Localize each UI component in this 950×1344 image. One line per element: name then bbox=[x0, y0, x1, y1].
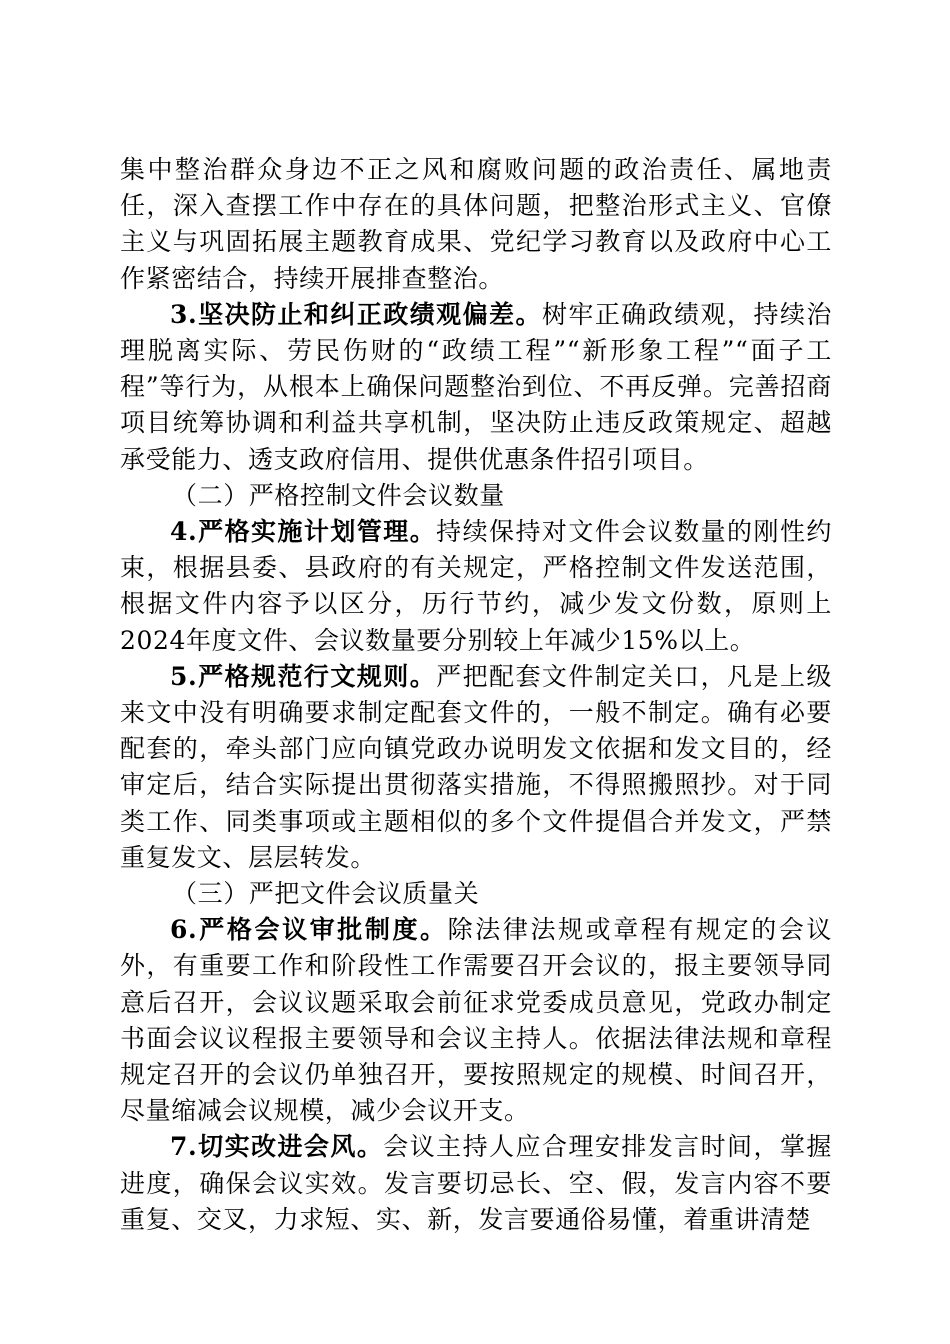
paragraph-body: 集中整治群众身边不正之风和腐败问题的政治责任、属地责任，深入查摆工作中存在的具体问题，把整治形式主义、官僚主义与巩固拓展主题教育成果、党纪学习教育以及政府中心工作紧密结合，持续开展排查整治。 bbox=[120, 155, 832, 293]
paragraph-body: 树牢正确政绩观，持续治理脱离实际、劳民伤财的“政绩工程”“新形象工程”“面子工程”等行为，从根本上确保问题整治到位、不再反弹。完善招商项目统筹协调和利益共享机制，坚决防止违反政策规定、超越承受能力、透支政府信用、提供优惠条件招引项目。 bbox=[120, 299, 832, 474]
paragraph-item-6 bbox=[120, 912, 832, 1129]
paragraph-lead: 6.严格会议审批制度。 bbox=[170, 915, 448, 945]
paragraph-body: 持续保持对文件会议数量的刚性约束，根据县委、县政府的有关规定，严格控制文件发送范围，根据文件内容予以区分，历行节约，减少发文份数，原则上2024年度文件、会议数量要分别较上年减少15%以上。 bbox=[120, 517, 832, 655]
paragraph-body: 严把配套文件制定关口，凡是上级来文中没有明确要求制定配套文件的，一般不制定。确有必要配套的，牵头部门应向镇党政办说明发文依据和发文目的，经审定后，结合实际提出贯彻落实措施，不得照搬照抄。对于同类工作、同类事项或主题相似的多个文件提倡合并发文，严禁重复发文、层层转发。 bbox=[120, 661, 832, 872]
paragraph-lead: 5.严格规范行文规则。 bbox=[170, 661, 437, 691]
paragraph-lead: 7.切实改进会风。 bbox=[170, 1132, 384, 1162]
paragraph-item-4 bbox=[120, 514, 832, 659]
paragraph-item-3 bbox=[120, 297, 832, 478]
document-body bbox=[120, 152, 832, 1238]
paragraph-body: 会议主持人应合理安排发言时间，掌握进度，确保会议实效。发言要切忌长、空、假，发言内容不要重复、交叉，力求短、实、新，发言要通俗易懂，着重讲清楚 bbox=[120, 1132, 832, 1234]
paragraph-lead: 4.严格实施计划管理。 bbox=[170, 517, 437, 547]
section-heading-3: （三）严把文件会议质量关 bbox=[172, 879, 480, 909]
paragraph-continuation bbox=[120, 152, 832, 297]
paragraph-lead: 3.坚决防止和纠正政绩观偏差。 bbox=[170, 299, 542, 329]
paragraph-body: 除法律法规或章程有规定的会议外，有重要工作和阶段性工作需要召开会议的，报主要领导同意后召开，会议议题采取会前征求党委成员意见，党政办制定书面会议议程报主要领导和会议主持人。依据法律法规和章程规定召开的会议仍单独召开，要按照规定的规模、时间召开，尽量缩减会议规模，减少会议开支。 bbox=[120, 915, 832, 1126]
paragraph-item-5 bbox=[120, 659, 832, 876]
paragraph-item-7 bbox=[120, 1129, 832, 1238]
section-heading-2: （二）严格控制文件会议数量 bbox=[172, 480, 505, 510]
